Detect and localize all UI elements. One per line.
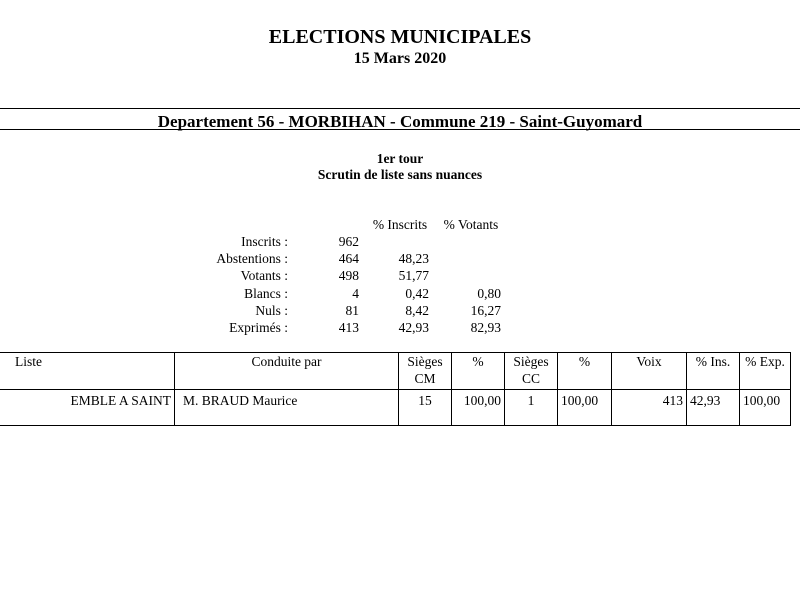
col-pct-ins: % Ins. <box>687 353 740 390</box>
department-title: Departement 56 - MORBIHAN - Commune 219 - Saint-Guyomard <box>157 112 643 131</box>
cell-pct-ins: 42,93 <box>687 390 740 426</box>
stat-label: Abstentions : <box>216 251 288 266</box>
col-pct-cc: % <box>558 353 612 390</box>
col-pct-cm: % <box>452 353 505 390</box>
cell-conduite: M. BRAUD Maurice <box>175 390 399 426</box>
cell-sieges-cm: 15 <box>399 390 452 426</box>
stat-label: Blancs : <box>244 286 288 301</box>
stat-value: 464 <box>338 251 359 266</box>
stat-pct-inscrits: 51,77 <box>398 268 429 283</box>
cell-pct-exp: 100,00 <box>740 390 791 426</box>
scrutin-type: Scrutin de liste sans nuances <box>317 167 483 182</box>
round-label: 1er tour <box>376 151 424 166</box>
table-row <box>0 390 791 426</box>
cell-pct-cm: 100,00 <box>452 390 505 426</box>
stat-label: Inscrits : <box>241 234 288 249</box>
col-voix: Voix <box>612 353 687 390</box>
stat-label: Exprimés : <box>229 320 288 335</box>
stat-pct-inscrits: 8,42 <box>405 303 429 318</box>
col-sieges-cm: Sièges CM <box>399 353 452 390</box>
header-pct-inscrits: % Inscrits <box>372 217 428 232</box>
stat-label: Votants : <box>240 268 288 283</box>
stat-value: 4 <box>352 286 359 301</box>
cell-pct-cc: 100,00 <box>558 390 612 426</box>
election-date: 15 Mars 2020 <box>353 50 447 67</box>
col-liste: Liste <box>0 353 175 390</box>
header-pct-votants: % Votants <box>443 217 499 232</box>
stat-value: 498 <box>338 268 359 283</box>
cell-liste: EMBLE A SAINT <box>0 390 175 426</box>
stat-pct-inscrits: 0,42 <box>405 286 429 301</box>
stat-label: Nuls : <box>255 303 288 318</box>
stat-value: 413 <box>338 320 359 335</box>
cell-voix: 413 <box>612 390 687 426</box>
stat-pct-inscrits: 42,93 <box>398 320 429 335</box>
cell-sieges-cc: 1 <box>505 390 558 426</box>
stat-pct-inscrits: 48,23 <box>398 251 429 266</box>
stat-value: 81 <box>345 303 359 318</box>
col-pct-exp: % Exp. <box>740 353 791 390</box>
stat-pct-votants: 82,93 <box>470 320 501 335</box>
results-table <box>0 352 791 426</box>
stat-pct-votants: 16,27 <box>470 303 501 318</box>
col-conduite: Conduite par <box>175 353 399 390</box>
results-header-row <box>0 353 791 390</box>
stat-pct-votants: 0,80 <box>477 286 501 301</box>
stat-value: 962 <box>338 234 359 249</box>
col-sieges-cc: Sièges CC <box>505 353 558 390</box>
page-title: ELECTIONS MUNICIPALES <box>268 26 532 48</box>
